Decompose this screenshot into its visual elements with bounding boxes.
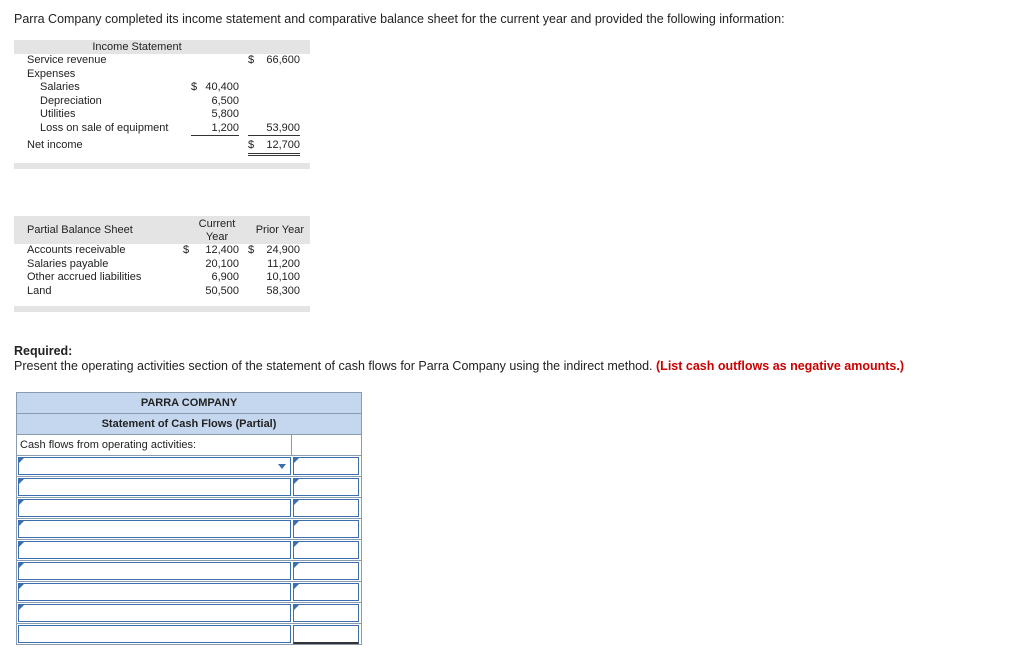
- table-footer-band: [14, 163, 310, 169]
- worksheet-row: [17, 561, 361, 582]
- amount-input[interactable]: [293, 499, 359, 517]
- required-section: [14, 344, 904, 374]
- label: Accounts receivable: [27, 244, 126, 256]
- cell-marker-icon: [19, 563, 24, 568]
- amount-input[interactable]: [293, 520, 359, 538]
- prior: $ 24,900: [248, 244, 300, 256]
- row-accounts-receivable: [14, 244, 310, 258]
- account-input[interactable]: [18, 478, 291, 496]
- current: $ 12,400: [183, 244, 239, 256]
- account-input[interactable]: [18, 499, 291, 517]
- balance-sheet-header: [14, 216, 310, 244]
- label: Service revenue: [27, 54, 107, 66]
- cell-marker-icon: [294, 584, 299, 589]
- row-depreciation: [14, 95, 310, 109]
- current: 20,100: [205, 257, 239, 270]
- total-label-input[interactable]: [18, 625, 291, 643]
- value: $ 12,700: [248, 139, 300, 156]
- label: Other accrued liabilities: [27, 271, 142, 283]
- balance-sheet-title: Partial Balance Sheet: [27, 224, 133, 236]
- row-salaries-payable: [14, 258, 310, 272]
- row-utilities: [14, 108, 310, 122]
- worksheet-row: [17, 498, 361, 519]
- balance-sheet-table: [14, 216, 310, 312]
- worksheet-statement-title: Statement of Cash Flows (Partial): [17, 414, 361, 435]
- prior: 11,200: [267, 257, 300, 270]
- table-footer-band: [14, 306, 310, 312]
- account-input[interactable]: [18, 583, 291, 601]
- current: 6,900: [211, 271, 239, 283]
- worksheet-row: [17, 582, 361, 603]
- amount-input[interactable]: [293, 478, 359, 496]
- cell-marker-icon: [294, 542, 299, 547]
- label: Net income: [27, 139, 83, 151]
- label: Expenses: [27, 67, 76, 80]
- worksheet-row: [17, 456, 361, 477]
- account-input[interactable]: [18, 604, 291, 622]
- prior: 58,300: [266, 284, 300, 297]
- amount-input[interactable]: [293, 604, 359, 622]
- account-input[interactable]: [18, 520, 291, 538]
- row-other-accrued-liabilities: [14, 271, 310, 285]
- required-note: (List cash outflows as negative amounts.): [656, 359, 904, 373]
- problem-intro: Parra Company completed its income statement and comparative balance sheet for the current year and provided the following information:: [14, 12, 785, 26]
- label: Depreciation: [40, 94, 102, 107]
- row-net-income: [14, 139, 310, 153]
- value: $ 66,600: [248, 54, 300, 66]
- amount-input[interactable]: [293, 562, 359, 580]
- worksheet-row: [17, 477, 361, 498]
- row-land: [14, 285, 310, 299]
- worksheet-row: [17, 519, 361, 540]
- worksheet-company: PARRA COMPANY: [17, 393, 361, 414]
- cell-marker-icon: [19, 605, 24, 610]
- cell-marker-icon: [19, 500, 24, 505]
- total-expenses: 53,900: [248, 122, 300, 137]
- col-prior-year: Prior Year: [255, 224, 304, 236]
- worksheet-total-row: [17, 624, 361, 644]
- cell-marker-icon: [294, 563, 299, 568]
- value: 5,800: [211, 108, 239, 120]
- worksheet-section-label: Cash flows from operating activities:: [17, 435, 361, 456]
- amount-input[interactable]: [293, 583, 359, 601]
- cell-marker-icon: [294, 521, 299, 526]
- cell-marker-icon: [19, 521, 24, 526]
- amount-input[interactable]: [293, 541, 359, 559]
- required-heading: Required:: [14, 344, 73, 358]
- amount-input[interactable]: [293, 457, 359, 475]
- row-expenses: [14, 68, 310, 82]
- cell-marker-icon: [294, 500, 299, 505]
- total-amount-input[interactable]: [293, 625, 359, 644]
- current: 50,500: [205, 284, 239, 297]
- value: 6,500: [211, 94, 239, 107]
- row-salaries: [14, 81, 310, 95]
- prior: 10,100: [266, 271, 300, 283]
- label: Salaries payable: [27, 257, 109, 270]
- cell-marker-icon: [19, 584, 24, 589]
- worksheet-row: [17, 603, 361, 624]
- value: 1,200: [191, 122, 239, 137]
- row-loss-on-sale: [14, 122, 310, 136]
- value: $ 40,400: [191, 81, 239, 93]
- income-statement-table: [14, 40, 310, 169]
- cell-marker-icon: [294, 458, 299, 463]
- cell-marker-icon: [19, 458, 24, 463]
- account-input[interactable]: [18, 541, 291, 559]
- cell-marker-icon: [19, 479, 24, 484]
- row-service-revenue: [14, 54, 310, 68]
- col-current-year: Current Year: [198, 218, 236, 243]
- label: Land: [27, 284, 52, 297]
- income-statement-title: Income Statement: [14, 40, 310, 54]
- account-input[interactable]: [18, 562, 291, 580]
- column-divider: [291, 435, 292, 455]
- cash-flow-worksheet: [16, 392, 362, 645]
- chevron-down-icon[interactable]: [278, 464, 286, 469]
- account-select[interactable]: [18, 457, 291, 475]
- cell-marker-icon: [294, 479, 299, 484]
- cell-marker-icon: [294, 605, 299, 610]
- label: Salaries: [40, 81, 80, 93]
- label: Loss on sale of equipment: [40, 121, 169, 134]
- label: Utilities: [40, 108, 76, 120]
- required-text: Present the operating activities section of the statement of cash flows for Parra Company using the indirect method.: [14, 359, 653, 373]
- cell-marker-icon: [19, 542, 24, 547]
- worksheet-row: [17, 540, 361, 561]
